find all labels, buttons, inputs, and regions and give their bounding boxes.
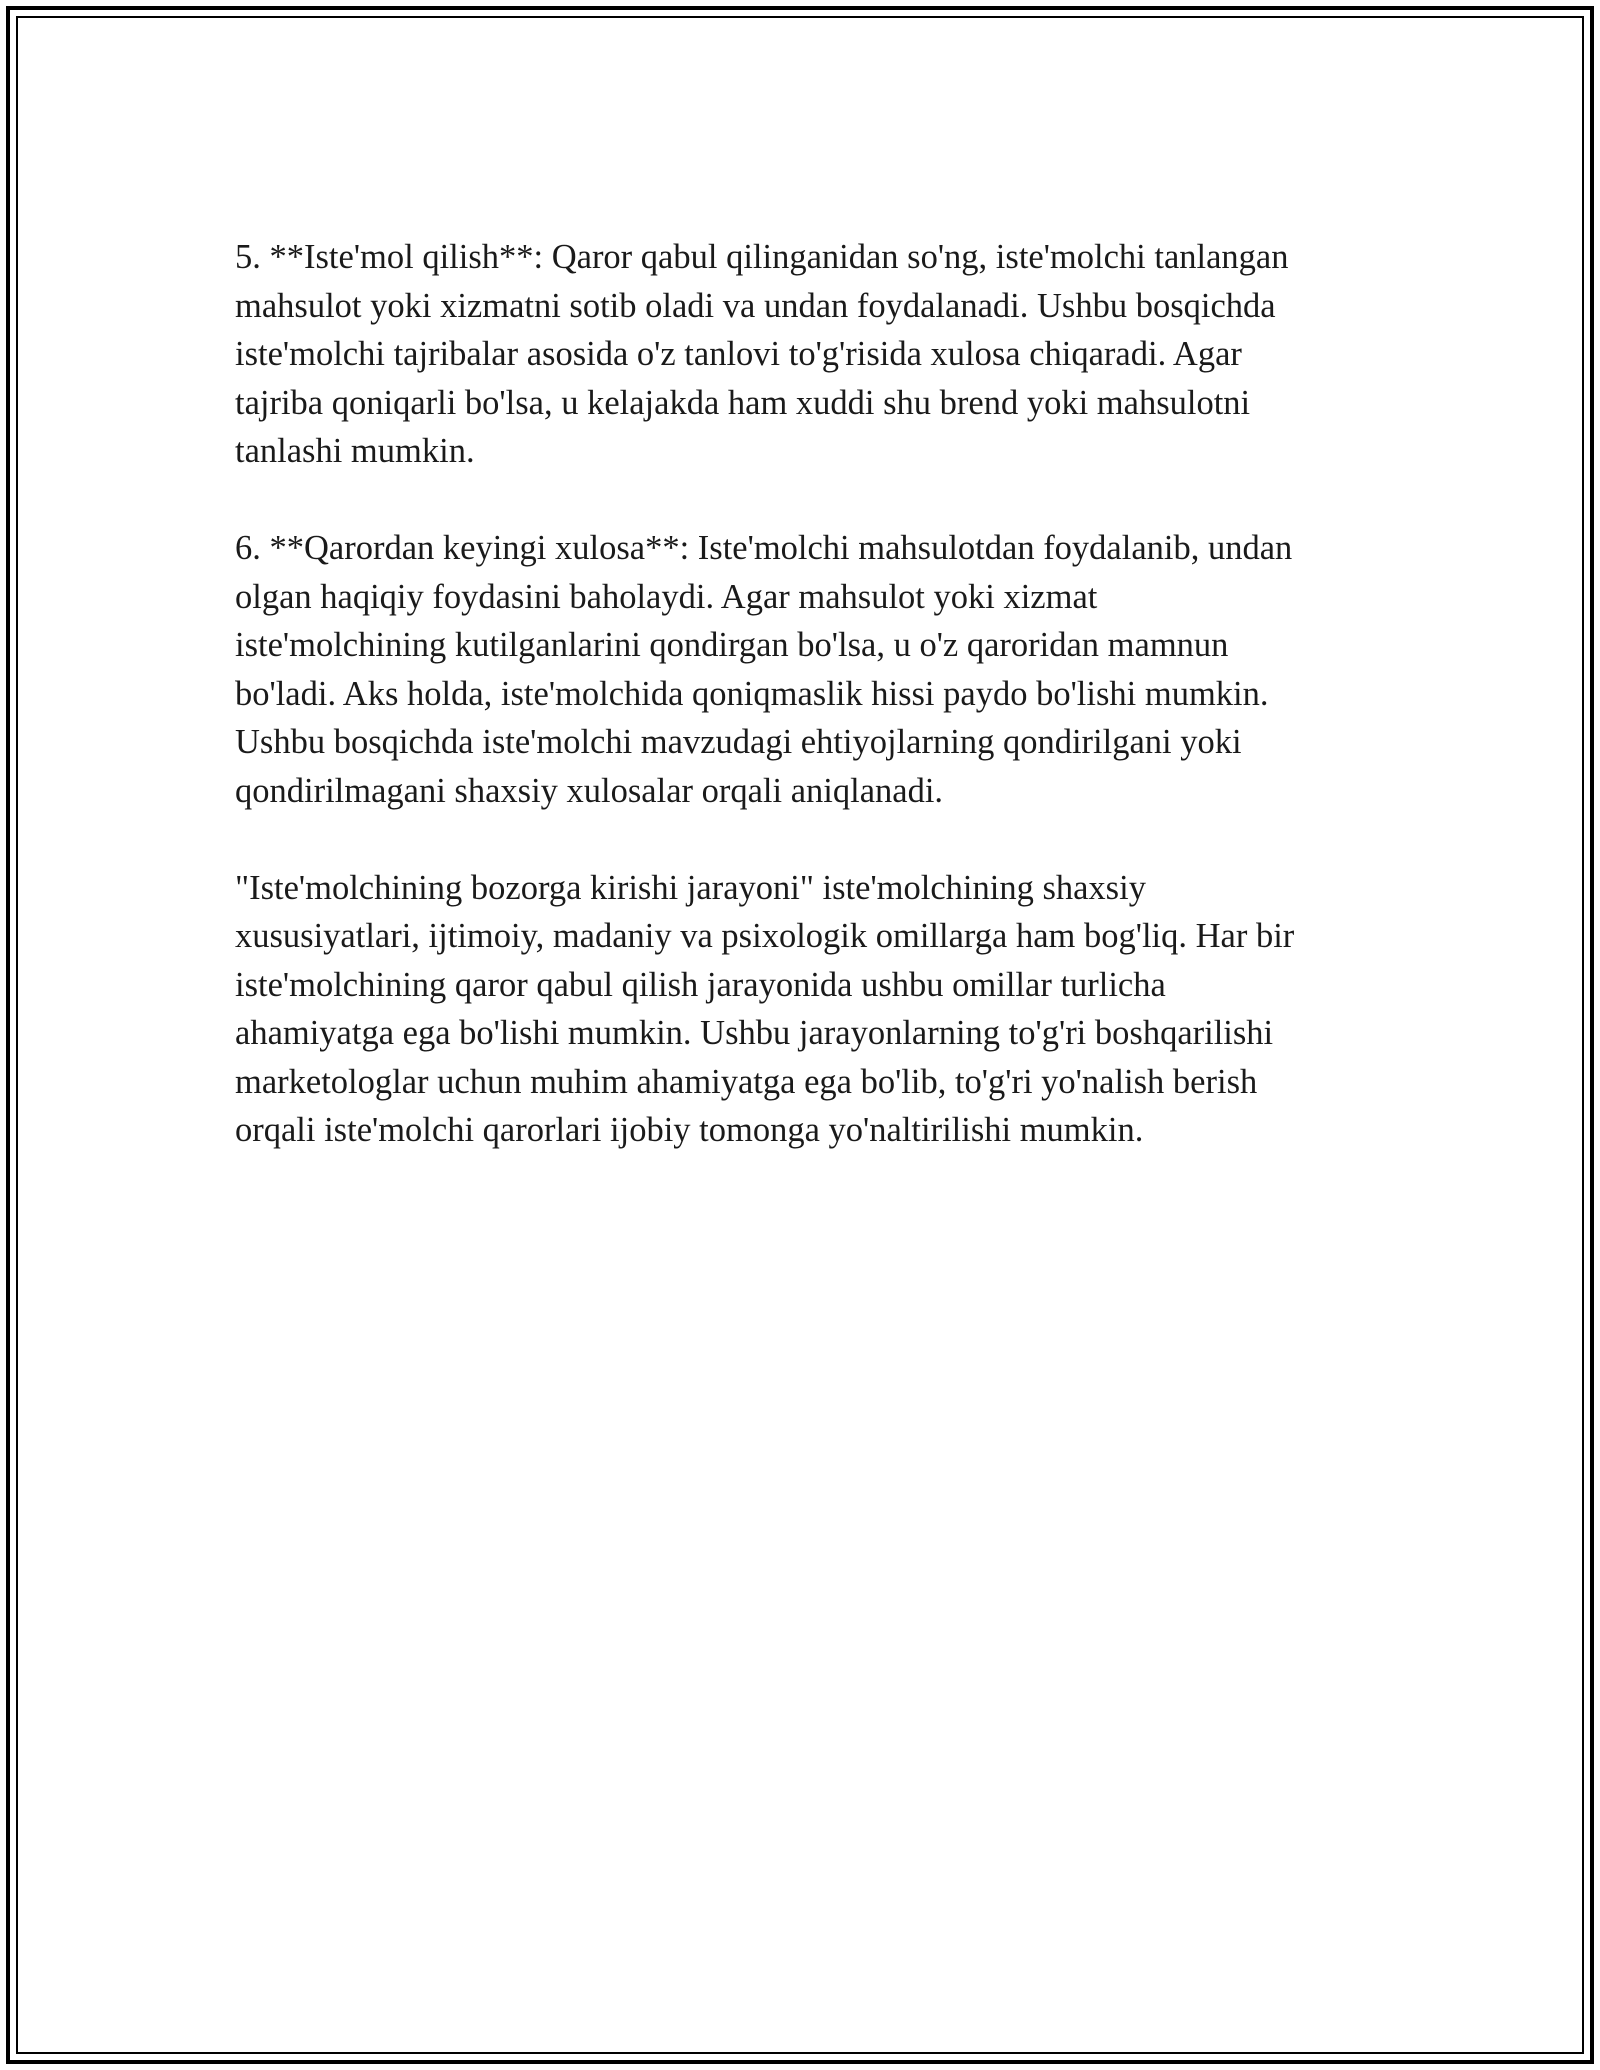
text-line: olgan haqiqiy foydasini baholaydi. Agar mahsulot yoki xizmat [235, 577, 1098, 616]
text-line: 5. **Iste'mol qilish**: Qaror qabul qilinganidan so'ng, iste'molchi tanlangan [235, 238, 1289, 276]
text-line: 6. **Qarordan keyingi xulosa**: Iste'molchi mahsulotdan foydalanib, undan [235, 529, 1293, 567]
text-line: iste'molchining qaror qabul qilish jarayonida ushbu omillar turlicha [235, 965, 1166, 1004]
document-body [235, 233, 1385, 1203]
text-line: tanlashi mumkin. [235, 432, 475, 470]
paragraph-conclusion [235, 864, 1385, 1155]
text-line: xususiyatlari, ijtimoiy, madaniy va psixologik omillarga ham bog'liq. Har bir [235, 917, 1295, 955]
text-line: iste'molchining kutilganlarini qondirgan bo'lsa, u o'z qaroridan mamnun [235, 626, 1229, 664]
text-line: mahsulot yoki xizmatni sotib oladi va undan foydalanadi. Ushbu bosqichda [235, 286, 1276, 325]
text-line: qondirilmagani shaxsiy xulosalar orqali aniqlanadi. [235, 771, 944, 810]
text-line: bo'ladi. Aks holda, iste'molchida qoniqmaslik hissi paydo bo'lishi mumkin. [235, 674, 1269, 713]
paragraph-step-6 [235, 524, 1385, 815]
text-line: ahamiyatga ega bo'lishi mumkin. Ushbu jarayonlarning to'g'ri boshqarilishi [235, 1014, 1274, 1052]
text-line: tajriba qoniqarli bo'lsa, u kelajakda ham xuddi shu brend yoki mahsulotni [235, 383, 1251, 422]
text-line: "Iste'molchining bozorga kirishi jarayoni" iste'molchining shaxsiy [235, 868, 1146, 907]
text-line: marketologlar uchun muhim ahamiyatga ega bo'lib, to'g'ri yo'nalish berish [235, 1062, 1258, 1101]
text-line: orqali iste'molchi qarorlari ijobiy tomonga yo'naltirilishi mumkin. [235, 1111, 1144, 1149]
paragraph-step-5 [235, 233, 1385, 476]
text-line: Ushbu bosqichda iste'molchi mavzudagi ehtiyojlarning qondirilgani yoki [235, 723, 1242, 761]
text-line: iste'molchi tajribalar asosida o'z tanlovi to'g'risida xulosa chiqaradi. Agar [235, 335, 1242, 373]
